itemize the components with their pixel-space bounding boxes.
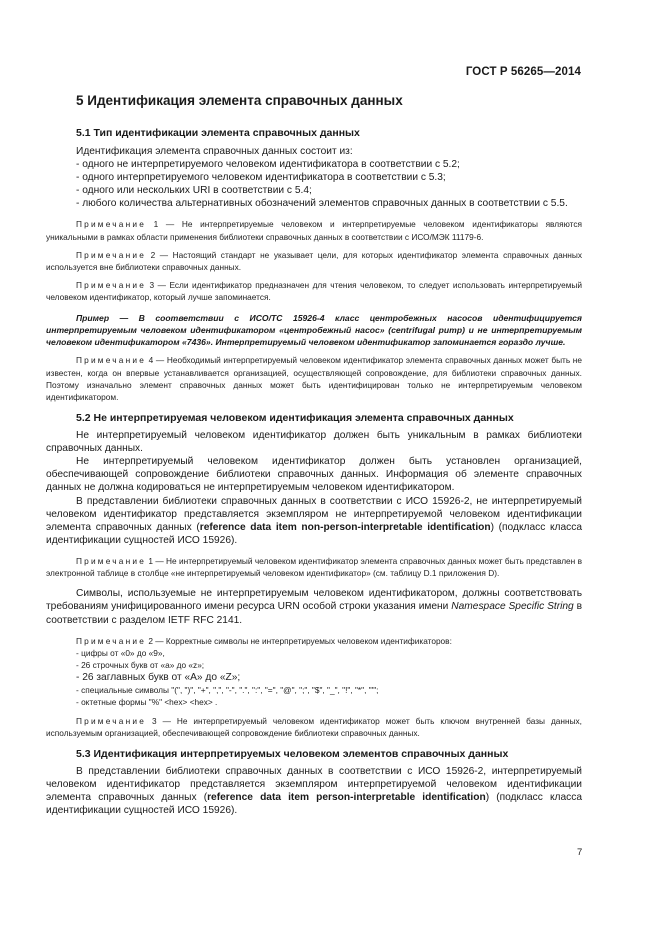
section-5-3-p1 (46, 765, 582, 817)
note-5-2-3 (46, 715, 582, 739)
list-item: - специальные символы "(", ")", "+", ",", "-", ".", ":", "=", "@", ";", "$", "_", "!", "*", "'"; (76, 685, 379, 696)
note-5-2-2 (46, 635, 582, 647)
list-item: - одного или нескольких URI в соответствии с 5.4; (76, 185, 312, 197)
text-run: в соответствии с разделом IETF RFC 2141. (46, 601, 582, 626)
note-5-1-1 (46, 218, 582, 242)
text-run: Символы, используемые не интерпретируемым человеком идентификатором, должны соответствовать требованиям унифицированного имени ресурса URN особой строки указания имени (46, 588, 582, 613)
list-item: - одного интерпретируемого человеком идентификатора в соответствии с 5.3; (76, 172, 446, 184)
list-item: - 26 заглавных букв от «A» до «Z»; (76, 672, 241, 684)
document-header: ГОСТ Р 56265—2014 (465, 66, 581, 78)
note-5-1-3 (46, 279, 582, 303)
note-label: Примечание (76, 555, 147, 566)
section-5-2-title: 5.2 Не интерпретируемая человеком идентификация элемента справочных данных (76, 412, 514, 425)
note-text: 2 — Настоящий стандарт не указывает цели, для которых идентификатор элемента справочных данных используется вне библиотеки справочных данных. (46, 249, 582, 273)
page-number: 7 (577, 847, 583, 858)
note-label: Примечание (76, 635, 147, 646)
note-5-1-4 (46, 354, 582, 403)
section-5-2-p4 (46, 587, 582, 626)
note-label: Примечание (76, 280, 147, 291)
section-5-2-p2: Не интерпретируемый человеком идентификатор должен быть установлен организацией, обеспечивающей сопровождение библиотеки справочных данных. Информация об элементе справочных данных не должна кодироваться не интерпретируемым человеком идентификатором. (46, 456, 582, 494)
list-item: - октетные формы "%" <hex> <hex> . (76, 697, 218, 708)
note-text: 3 — Если идентификатор предназначен для чтения человеком, то следует использовать интерпретируемый человеком идентификатор, который лучше запоминается. (46, 280, 582, 303)
text-run: ) (подкласс класса идентификации сущностей ИСО 15926). (46, 521, 582, 546)
section-5-title: 5 Идентификация элемента справочных данных (76, 93, 403, 108)
text-run: В представлении библиотеки справочных данных в соответствии с ИСО 15926-2, не интерпретируемый человеком идентификатор представляется экземпляром не интерпретируемой человеком идентификации элемента справочных данных ( (46, 495, 582, 533)
section-5-2-p3 (46, 495, 582, 547)
note-text: 2 — Корректные символы не интерпретируемых человеком идентификаторов: (146, 635, 452, 646)
section-5-1-title: 5.1 Тип идентификации элемента справочных данных (76, 127, 360, 139)
note-label: Примечание (76, 249, 147, 260)
note-text: 4 — Необходимый интерпретируемый человеком идентификатор элемента справочных данных может быть не известен, когда он впервые устанавливается организацией, осуществляющей сопровождение, для библиотеки справочных данных. Поэтому изначально элемент справочных данных может быть идентифицирован только не интерпретируемым человеком идентификатором. (46, 355, 582, 402)
note-text: 3 — Не интерпретируемый человеком идентификатор может быть ключом внутренней базы данных, используемым организацией, обеспечивающей сопровождение библиотеки справочных данных. (46, 715, 582, 738)
text-run: ) (подкласс класса идентификации сущностей ИСО 15926). (46, 792, 582, 817)
list-item: - любого количества альтернативных обозначений элементов справочных данных в соответствии с 5.5. (76, 198, 568, 210)
page-content (46, 92, 582, 817)
note-5-2-1 (46, 555, 582, 579)
list-item: - одного не интерпретируемого человеком идентификатора в соответствии с 5.2; (76, 159, 460, 171)
note-text: 1 — Не интерпретируемые человеком и интерпретируемые человеком идентификаторы являются уникальными в рамках области применения библиотеки справочных данных в соответствии с ИСО/МЭК 11179-6. (46, 219, 582, 242)
section-5-3-title: 5.3 Идентификация интерпретируемых человеком элементов справочных данных (76, 748, 509, 761)
note-5-1-2 (46, 249, 582, 273)
note-label: Примечание (76, 715, 147, 726)
note-label: Примечание (76, 355, 147, 366)
example-paragraph: Пример — В соответствии с ИСО/ТС 15926-4 класс центробежных насосов идентифицируется интерпретируемым человеком идентификатором «центробежный насос» (centrifugal pump) и не интерпретируемым человеком идентификатором «7436». Интерпретируемый человеком идентификатор запоминается гораздо лучше. (46, 312, 582, 348)
term-bold: reference data item person-interpretable identification (207, 792, 486, 804)
section-5-2-p1: Не интерпретируемый человеком идентификатор должен быть уникальным в рамках библиотеки справочных данных. (46, 430, 582, 455)
section-5-1-intro: Идентификация элемента справочных данных состоит из: (76, 146, 353, 157)
note-label: Примечание (76, 219, 147, 230)
term-italic: Namespace Specific String (451, 601, 574, 613)
text-run: В представлении библиотеки справочных данных в соответствии с ИСО 15926-2, интерпретируемый человеком идентификатор представляется экземпляром интерпретируемой человеком идентификации элемента справочных данных ( (46, 766, 582, 804)
list-item: - цифры от «0» до «9», (76, 647, 165, 658)
note-text: 1 — Не интерпретируемый человеком идентификатор элемента справочных данных может быть представлен в электронной таблице в столбце «не интерпретируемый человеком идентификатор» (см. таблицу D.1 приложения D). (46, 555, 582, 579)
list-item: - 26 строчных букв от «a» до «z»; (76, 660, 205, 671)
term-bold: reference data item non-person-interpretable identification (199, 521, 491, 533)
